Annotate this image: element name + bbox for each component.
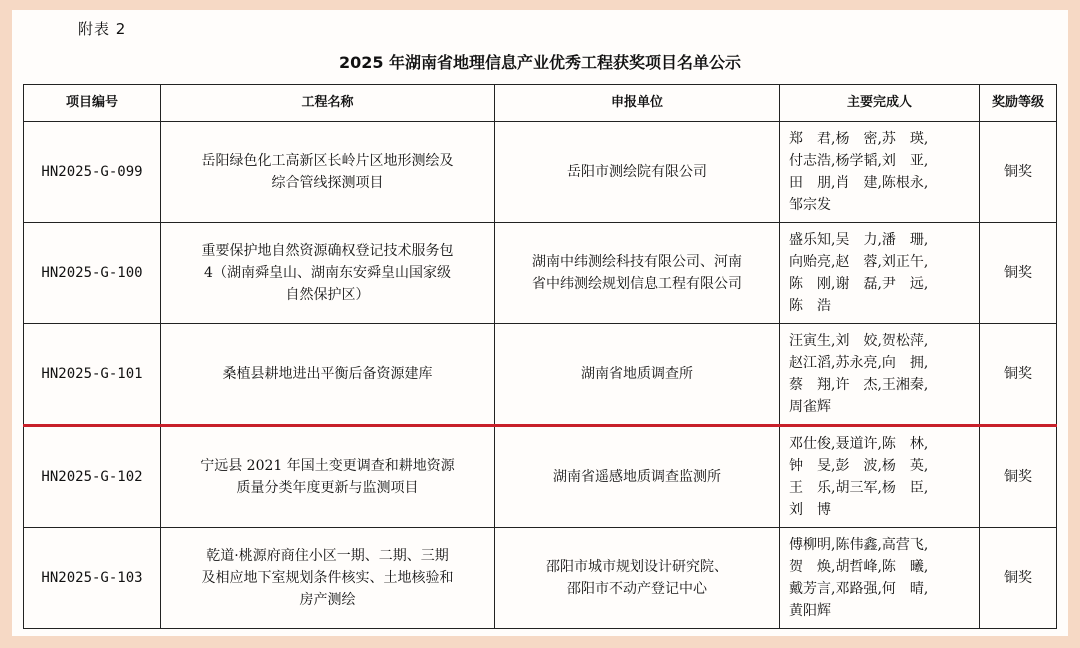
contributors-line: 黄阳辉 <box>789 603 831 619</box>
project-name-line: 房产测绘 <box>299 592 356 608</box>
project-name-line: 综合管线探测项目 <box>271 175 384 191</box>
award-level: 铜奖 <box>980 223 1057 324</box>
applicant-unit-line: 湖南省遥感地质调查监测所 <box>553 469 721 485</box>
award-level: 铜奖 <box>980 528 1057 629</box>
applicant-unit <box>495 528 780 629</box>
contributors-line: 陈 刚,谢 磊,尹 远, <box>789 276 929 292</box>
table-row <box>24 223 1057 324</box>
project-code: HN2025-G-103 <box>24 528 161 629</box>
applicant-unit-line: 湖南中纬测绘科技有限公司、河南 <box>532 254 742 270</box>
appendix-label: 附表 2 <box>78 20 127 38</box>
project-name-line: 自然保护区） <box>285 287 370 303</box>
document-page <box>12 10 1068 636</box>
award-level: 铜奖 <box>980 122 1057 223</box>
project-name-line: 宁远县 2021 年国土变更调查和耕地资源 <box>200 458 455 474</box>
project-name-line: 乾道·桃源府商住小区一期、二期、三期 <box>206 548 449 564</box>
applicant-unit-line: 湖南省地质调查所 <box>581 366 693 382</box>
contributors-line: 钟 旻,彭 波,杨 英, <box>789 458 929 474</box>
contributors-line: 邓仕俊,聂道许,陈 林, <box>789 436 929 452</box>
contributors-line: 盛乐知,吴 力,潘 珊, <box>789 232 929 248</box>
main-contributors <box>780 223 980 324</box>
contributors-line: 戴芳言,邓路强,何 晴, <box>789 581 929 597</box>
project-code: HN2025-G-101 <box>24 324 161 426</box>
project-name-line: 质量分类年度更新与监测项目 <box>236 480 419 496</box>
applicant-unit-line: 邵阳市不动产登记中心 <box>567 581 707 597</box>
header-project-code: 项目编号 <box>24 85 161 122</box>
contributors-line: 邹宗发 <box>789 197 831 213</box>
main-contributors <box>780 528 980 629</box>
contributors-line: 赵江滔,苏永亮,向 拥, <box>789 355 929 371</box>
project-name-line: 4（湖南舜皇山、湖南东安舜皇山国家级 <box>204 265 451 281</box>
table-row <box>24 122 1057 223</box>
contributors-line: 刘 博 <box>789 502 831 518</box>
project-name-line: 及相应地下室规划条件核实、土地核验和 <box>201 570 454 586</box>
applicant-unit-line: 岳阳市测绘院有限公司 <box>567 164 707 180</box>
header-project-name: 工程名称 <box>161 85 495 122</box>
contributors-line: 田 朋,肖 建,陈根永, <box>789 175 929 191</box>
header-award-level: 奖励等级 <box>980 85 1057 122</box>
contributors-line: 付志浩,杨学韬,刘 亚, <box>789 153 929 169</box>
project-name-line: 重要保护地自然资源确权登记技术服务包 <box>201 243 454 259</box>
contributors-line: 贺 焕,胡哲峰,陈 曦, <box>789 559 929 575</box>
table-row <box>24 426 1057 528</box>
contributors-line: 汪寅生,刘 姣,贺松萍, <box>789 333 929 349</box>
applicant-unit <box>495 324 780 426</box>
contributors-line: 陈 浩 <box>789 298 831 314</box>
project-code: HN2025-G-102 <box>24 426 161 528</box>
project-name <box>161 426 495 528</box>
contributors-line: 向贻亮,赵 蓉,刘正午, <box>789 254 929 270</box>
project-name <box>161 528 495 629</box>
applicant-unit-line: 省中纬测绘规划信息工程有限公司 <box>532 276 742 292</box>
award-level: 铜奖 <box>980 426 1057 528</box>
project-name-line: 岳阳绿色化工高新区长岭片区地形测绘及 <box>201 153 454 169</box>
table-header-row <box>24 85 1057 122</box>
main-contributors <box>780 122 980 223</box>
contributors-line: 傅柳明,陈伟鑫,高营飞, <box>789 537 929 553</box>
project-code: HN2025-G-099 <box>24 122 161 223</box>
contributors-line: 周雀辉 <box>789 399 831 415</box>
award-level: 铜奖 <box>980 324 1057 426</box>
document-title: 2025 年湖南省地理信息产业优秀工程获奖项目名单公示 <box>338 53 742 72</box>
project-name <box>161 122 495 223</box>
project-name-line: 桑植县耕地进出平衡后备资源建库 <box>222 366 433 382</box>
table-row <box>24 324 1057 426</box>
contributors-line: 郑 君,杨 密,苏 瑛, <box>789 131 929 147</box>
header-main-contributors: 主要完成人 <box>780 85 980 122</box>
header-applicant-unit: 申报单位 <box>495 85 780 122</box>
applicant-unit <box>495 223 780 324</box>
contributors-line: 蔡 翔,许 杰,王湘秦, <box>789 377 929 393</box>
applicant-unit <box>495 426 780 528</box>
applicant-unit-line: 邵阳市城市规划设计研究院、 <box>546 559 728 575</box>
project-name <box>161 324 495 426</box>
project-name <box>161 223 495 324</box>
contributors-line: 王 乐,胡三军,杨 臣, <box>789 480 929 496</box>
main-contributors <box>780 324 980 426</box>
main-contributors <box>780 426 980 528</box>
project-code: HN2025-G-100 <box>24 223 161 324</box>
applicant-unit <box>495 122 780 223</box>
table-row <box>24 528 1057 629</box>
awards-table <box>23 84 1057 629</box>
